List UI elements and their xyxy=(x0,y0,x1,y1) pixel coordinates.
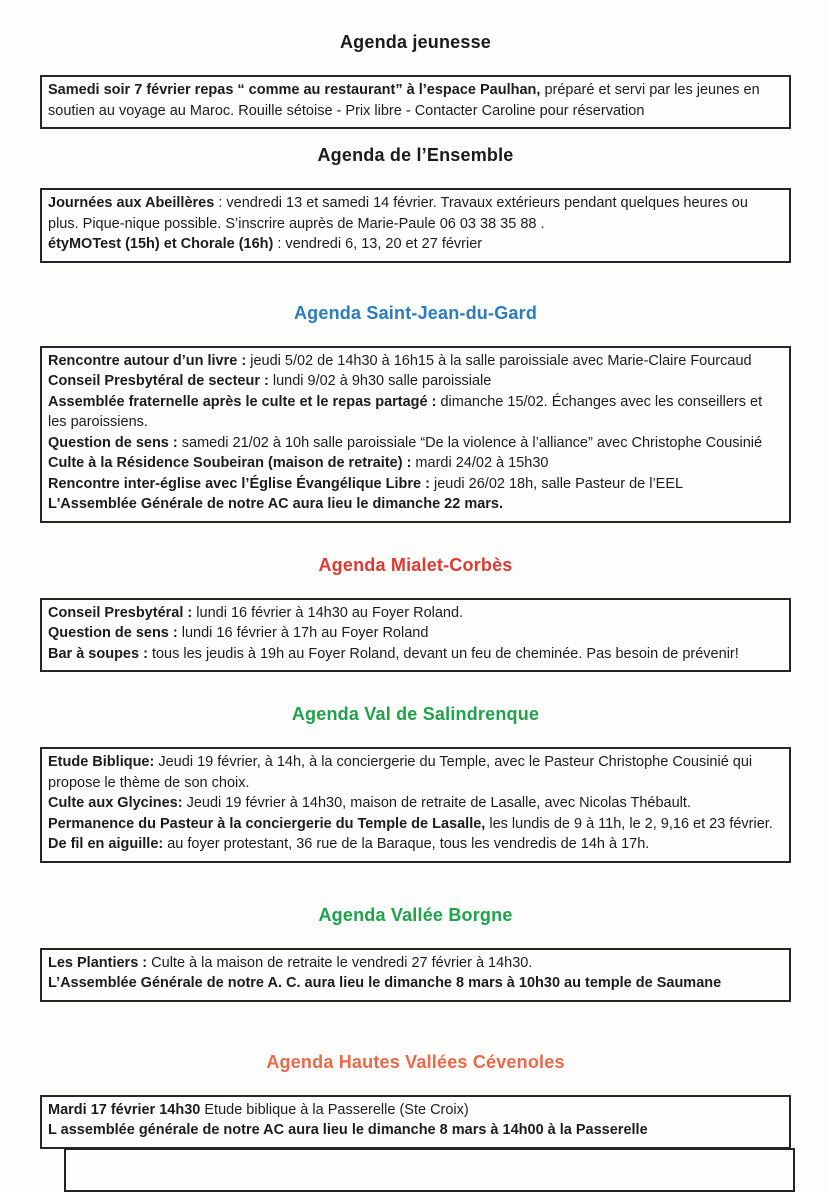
section-title: Agenda Saint-Jean-du-Gard xyxy=(293,302,538,323)
agenda-box xyxy=(40,188,791,263)
agenda-line-text: lundi 9/02 à 9h30 salle paroissiale xyxy=(268,373,492,389)
agenda-line xyxy=(48,834,781,855)
section-title: Agenda jeunesse xyxy=(339,32,492,52)
agenda-line-text: Jeudi 19 février, à 14h, à la conciergerie du Temple, avec le Pasteur Christophe Cousinié qui propose le thème de son choix. xyxy=(48,754,753,791)
agenda-line xyxy=(48,193,781,234)
agenda-line xyxy=(48,644,781,665)
agenda-line-text: Culte à la maison de retraite le vendredi 27 février à 14h30. xyxy=(147,954,533,971)
bottom-partial-box xyxy=(64,1148,795,1192)
agenda-line xyxy=(48,453,781,474)
agenda-box xyxy=(40,1095,791,1149)
agenda-box xyxy=(40,75,791,129)
agenda-line-text: tous les jeudis à 19h au Foyer Roland, devant un feu de cheminée. Pas besoin de prévenir! xyxy=(147,645,739,662)
agenda-line-lead: L assemblée générale de notre AC aura lieu le dimanche 8 mars à 14h00 à la Passerelle xyxy=(48,1122,648,1138)
section-agenda-vallee-borgne xyxy=(40,905,791,1002)
agenda-line xyxy=(48,973,781,994)
agenda-line xyxy=(48,351,781,372)
section-title: Agenda Val de Salindrenque xyxy=(291,704,540,724)
agenda-line-lead: Culte aux Glycines: xyxy=(48,795,183,811)
agenda-line xyxy=(48,793,781,814)
agenda-line-text: jeudi 26/02 18h, salle Pasteur de l’EEL xyxy=(429,475,684,492)
agenda-line-text: Etude biblique à la Passerelle (Ste Croix) xyxy=(200,1101,469,1118)
agenda-line-lead: Culte à la Résidence Soubeiran (maison de retraite) : xyxy=(48,455,412,471)
agenda-box xyxy=(40,598,791,673)
agenda-line xyxy=(48,603,781,624)
section-agenda-mialet-corbes xyxy=(40,555,791,673)
section-title: Agenda Mialet-Corbès xyxy=(318,554,513,575)
agenda-line-lead: Etude Biblique: xyxy=(48,754,155,770)
agenda-box xyxy=(40,346,791,523)
section-agenda-jeunesse xyxy=(40,32,791,129)
agenda-line xyxy=(48,474,781,495)
agenda-line xyxy=(48,371,781,392)
section-title: Agenda Hautes Vallées Cévenoles xyxy=(266,1051,565,1072)
agenda-line-text: : vendredi 6, 13, 20 et 27 février xyxy=(273,236,483,252)
agenda-line-text: dimanche 15/02. Échanges avec les conseillers et les paroissiens. xyxy=(48,393,763,430)
agenda-line-lead: Bar à soupes : xyxy=(48,645,148,662)
agenda-line-text: jeudi 5/02 de 14h30 à 16h15 à la salle paroissiale avec Marie-Claire Fourcaud xyxy=(246,352,752,369)
agenda-box xyxy=(40,948,791,1002)
agenda-line-lead: Question de sens : xyxy=(48,434,178,451)
agenda-line-text: au foyer protestant, 36 rue de la Baraque, tous les vendredis de 14h à 17h. xyxy=(163,836,650,852)
agenda-line xyxy=(48,494,781,515)
agenda-line-lead: Conseil Presbytéral de secteur : xyxy=(48,373,269,389)
agenda-line-lead: Question de sens : xyxy=(48,625,178,641)
agenda-line xyxy=(48,1100,781,1121)
agenda-line-lead: Mardi 17 février 14h30 xyxy=(48,1101,201,1118)
section-agenda-ensemble xyxy=(40,145,791,263)
agenda-line-text: samedi 21/02 à 10h salle paroissiale “De la violence à l’alliance” avec Christophe Cousinié xyxy=(177,434,763,451)
agenda-line-lead: Assemblée fraternelle après le culte et le repas partagé : xyxy=(48,393,437,410)
agenda-line-text: préparé et servi par les jeunes en soutien au voyage au Maroc. Rouille sétoise - Prix libre - Contacter Caroline pour réservation xyxy=(48,82,760,119)
agenda-line-text: mardi 24/02 à 15h30 xyxy=(411,455,549,471)
section-agenda-hautes-vallees-cevenoles xyxy=(40,1052,791,1149)
agenda-line xyxy=(48,392,781,433)
agenda-line-text: lundi 16 février à 14h30 au Foyer Roland. xyxy=(192,604,464,621)
agenda-line-lead: Conseil Presbytéral : xyxy=(48,604,193,621)
agenda-line xyxy=(48,953,781,974)
agenda-line-lead: Les Plantiers : xyxy=(48,954,148,971)
agenda-line xyxy=(48,433,781,454)
agenda-box xyxy=(40,747,791,863)
section-agenda-saint-jean-du-gard xyxy=(40,303,791,523)
agenda-line-lead: étyMOTest (15h) et Chorale (16h) xyxy=(48,236,274,252)
agenda-line-lead: Samedi soir 7 février repas “ comme au restaurant” à l’espace Paulhan, xyxy=(48,82,541,98)
agenda-line xyxy=(48,234,781,255)
agenda-line-text: lundi 16 février à 17h au Foyer Roland xyxy=(177,625,429,641)
agenda-line xyxy=(48,80,781,121)
agenda-line-lead: Rencontre autour d’un livre : xyxy=(48,352,247,369)
section-agenda-val-de-salindrenque xyxy=(40,704,791,863)
agenda-line-lead: L'Assemblée Générale de notre AC aura lieu le dimanche 22 mars. xyxy=(48,496,504,512)
agenda-line-text: Jeudi 19 février à 14h30, maison de retraite de Lasalle, avec Nicolas Thébault. xyxy=(182,795,691,811)
agenda-line xyxy=(48,752,781,793)
agenda-line-text: : vendredi 13 et samedi 14 février. Travaux extérieurs pendant quelques heures ou plus. Pique-nique possible. S’inscrire auprès de Marie-Paule 06 03 38 35 88 . xyxy=(48,195,748,232)
agenda-line-lead: L’Assemblée Générale de notre A. C. aura lieu le dimanche 8 mars à 10h30 au temple de Saumane xyxy=(48,975,722,991)
agenda-line-lead: Rencontre inter-église avec l’Église Évangélique Libre : xyxy=(48,475,430,492)
agenda-line-lead: De fil en aiguille: xyxy=(48,836,164,852)
agenda-line-lead: Journées aux Abeillères xyxy=(48,195,215,211)
section-title: Agenda Vallée Borgne xyxy=(318,904,513,925)
section-title: Agenda de l’Ensemble xyxy=(317,145,514,165)
agenda-line-text: les lundis de 9 à 11h, le 2, 9,16 et 23 février. xyxy=(485,815,773,832)
agenda-line xyxy=(48,623,781,644)
agenda-line xyxy=(48,814,781,835)
agenda-line-lead: Permanence du Pasteur à la conciergerie du Temple de Lasalle, xyxy=(48,815,486,832)
agenda-line xyxy=(48,1120,781,1141)
